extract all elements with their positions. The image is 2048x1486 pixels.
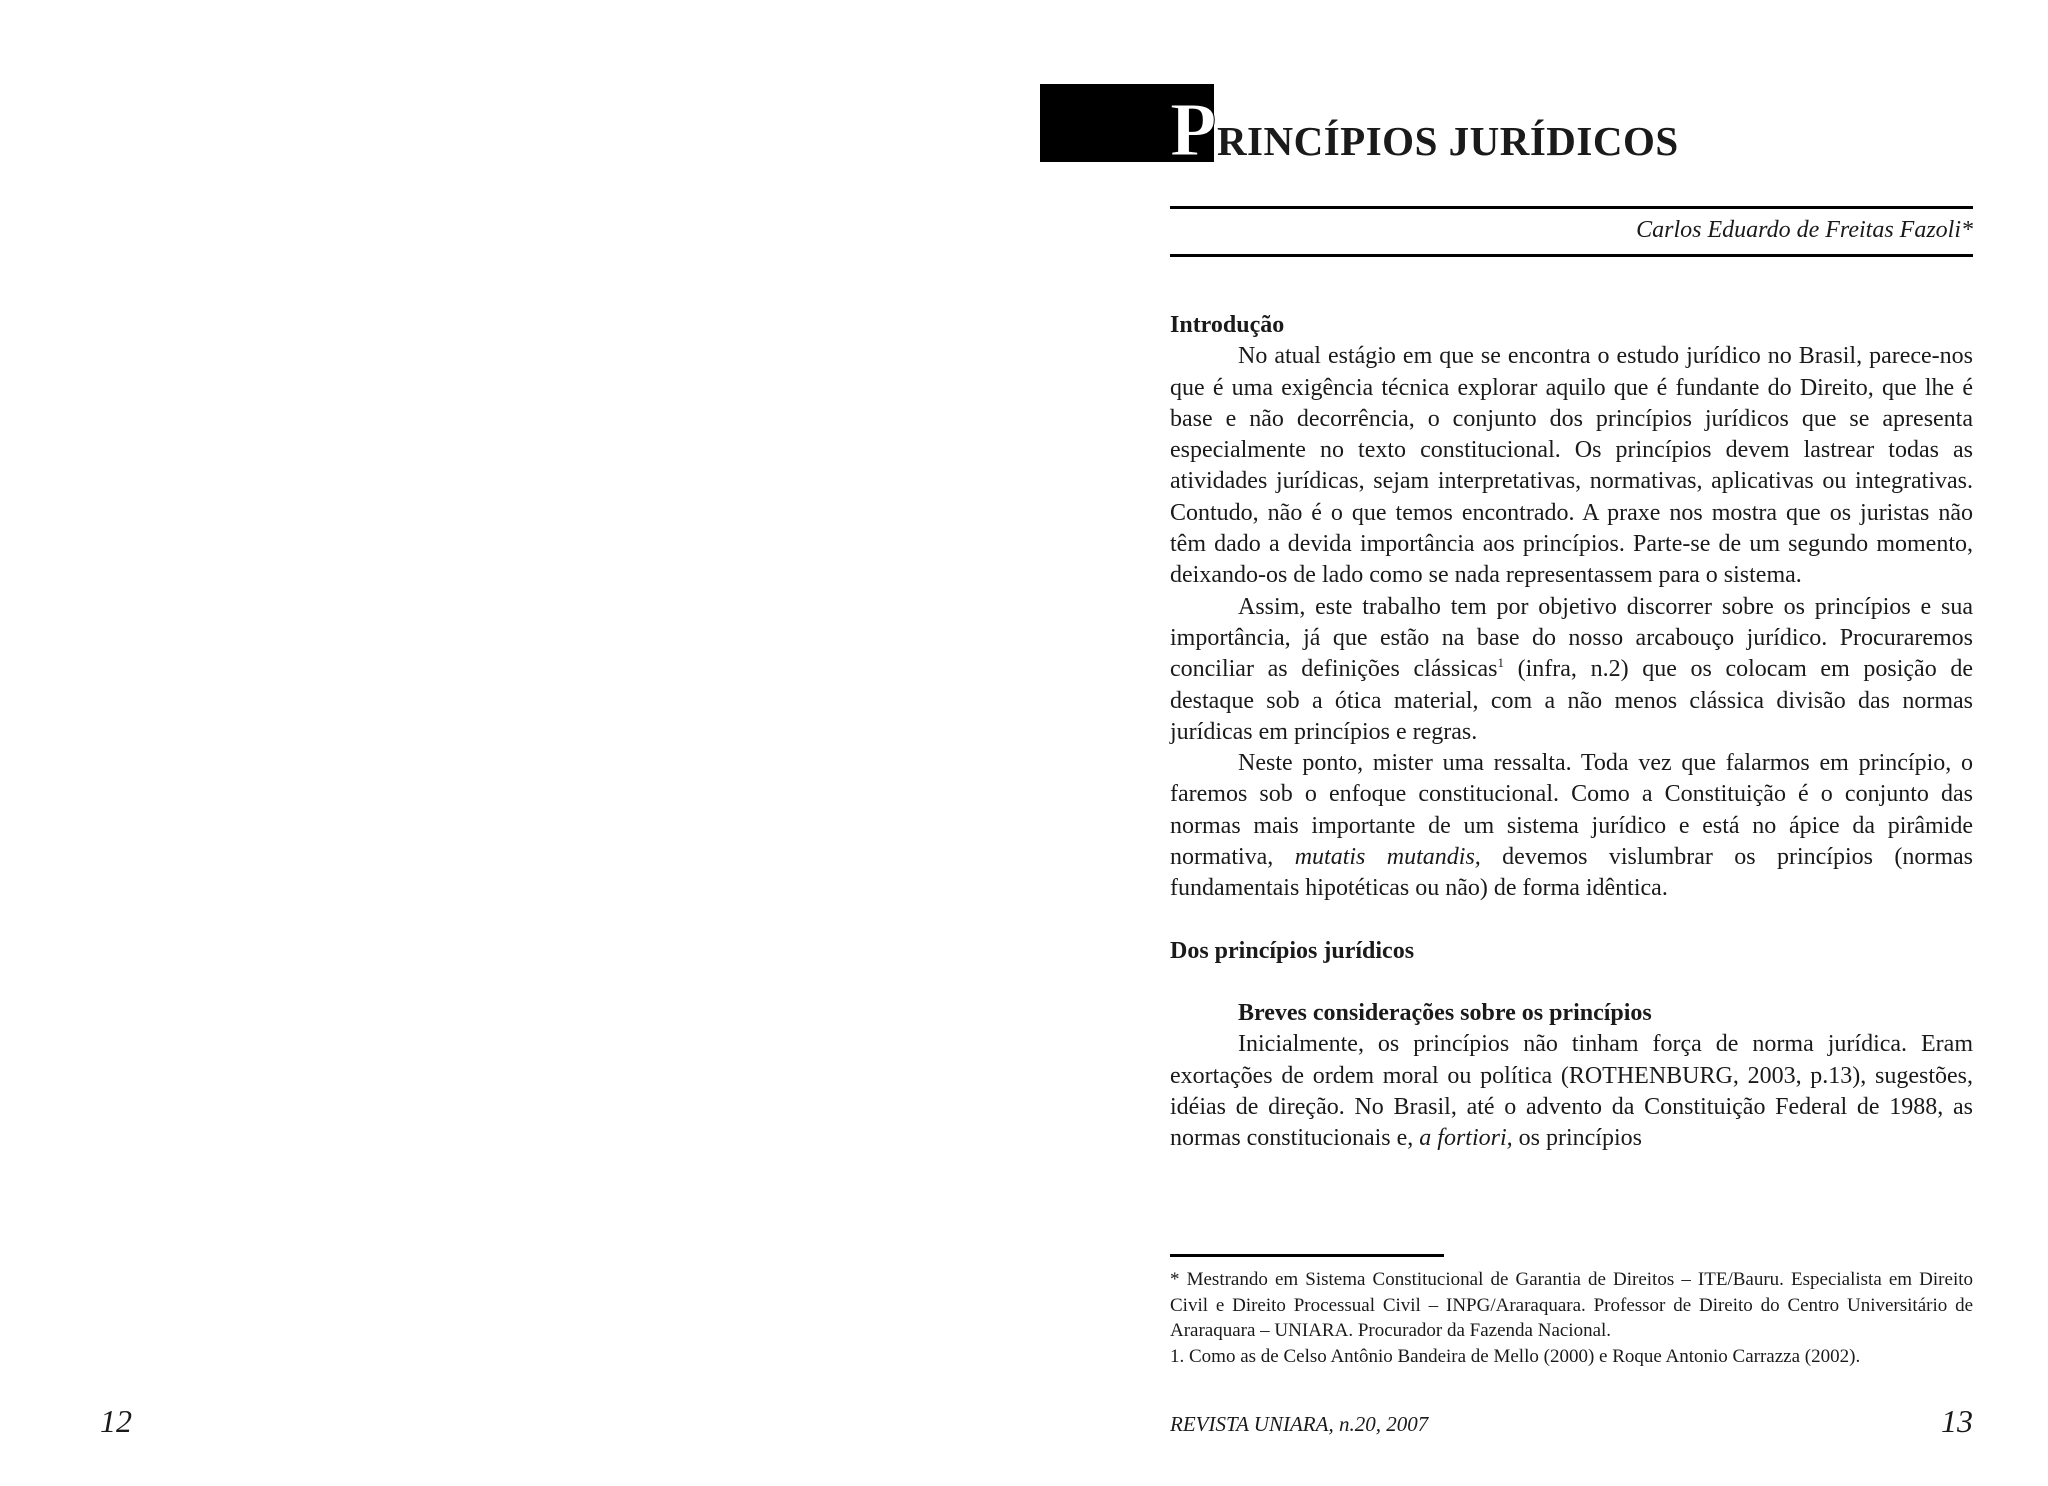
footnote-1: 1. Como as de Celso Antônio Bandeira de Mello (2000) e Roque Antonio Carrazza (2002). (1170, 1345, 1861, 1367)
paragraph (1170, 1029, 1973, 1154)
italic-phrase: a fortiori, (1419, 1125, 1513, 1152)
footnotes (1170, 1267, 1973, 1369)
journal-footer: REVISTA UNIARA, n.20, 2007 (1170, 1412, 1429, 1436)
author-name: Carlos Eduardo de Freitas Fazoli* (1636, 217, 1973, 243)
intro-heading: Introdução (1170, 312, 1285, 338)
footnote-rule (1170, 1254, 1444, 1257)
subsection-heading: Breves considerações sobre os princípios (1238, 999, 1652, 1026)
paragraph: No atual estágio em que se encontra o estudo jurídico no Brasil, parece-nos que é uma exigência técnica explorar aquilo que é fundante do Direito, que lhe é base e não decorrência, o conjunto dos princípios jurídicos que se apresenta especialmente no texto constitucional. Os princípios devem lastrear todas as atividades jurídicas, sejam interpretativas, normativas, aplicativas ou integrativas. Contudo, não é o que temos encontrado. A praxe nos mostra que os juristas não têm dado a devida importância aos princípios. Parte-se de um segundo momento, deixando-os de lado como se nada representassem para o sistema. (1170, 343, 1973, 589)
paragraph-text: devemos vislumbrar os princípios (normas fundamentais hipotéticas ou não) de forma idêntica. (1170, 844, 1973, 902)
title-text: RINCÍPIOS JURÍDICOS (1216, 118, 1679, 164)
paragraph-text: Neste ponto, mister uma ressalta. Toda vez que falarmos em princípio, o faremos sob o enfoque constitucional. Como a Constituição é o conjunto das normas mais importante de um sistema jurídico e está no ápice da pirâmide normativa, (1170, 750, 1973, 871)
paragraph (1170, 592, 1973, 748)
paragraph (1170, 748, 1973, 904)
article-body (1170, 310, 1973, 1154)
paragraph-text: Inicialmente, os princípios não tinham força de norma jurídica. Eram exortações de ordem moral ou política (ROTHENBURG, 2003, p.13), sugestões, idéias de direção. No Brasil, até o advento da Constituição Federal de 1988, as normas constitucionais e, (1170, 1031, 1973, 1152)
footnote-author: * Mestrando em Sistema Constitucional de Garantia de Direitos – ITE/Bauru. Especialista em Direito Civil e Direito Processual Civil – INPG/Araraquara. Professor de Direito do Centro Universitário de Araraquara – UNIARA. Procurador da Fazenda Nacional. (1170, 1269, 1973, 1341)
title-drop-cap: P (1170, 88, 1217, 172)
paragraph-text: (infra, n.2) que os colocam em posição de destaque sob a ótica material, com a não menos clássica divisão das normas jurídicas em princípios e regras. (1170, 656, 1974, 745)
left-page-number: 12 (100, 1403, 132, 1439)
italic-phrase: mutatis mutandis, (1294, 844, 1481, 871)
paragraph-text: Assim, este trabalho tem por objetivo discorrer sobre os princípios e sua importância, já que estão na base do nosso arcabouço jurídico. Procuraremos conciliar as definições clássicas (1170, 593, 1973, 683)
author-rule (1170, 254, 1973, 257)
article-title (1170, 88, 1679, 179)
right-page-number: 13 (1941, 1403, 1973, 1439)
top-rule (1170, 206, 1973, 209)
footnote-marker: 1 (1497, 655, 1504, 671)
paragraph-text: os princípios (1512, 1125, 1642, 1152)
section-heading: Dos princípios jurídicos (1170, 937, 1415, 964)
